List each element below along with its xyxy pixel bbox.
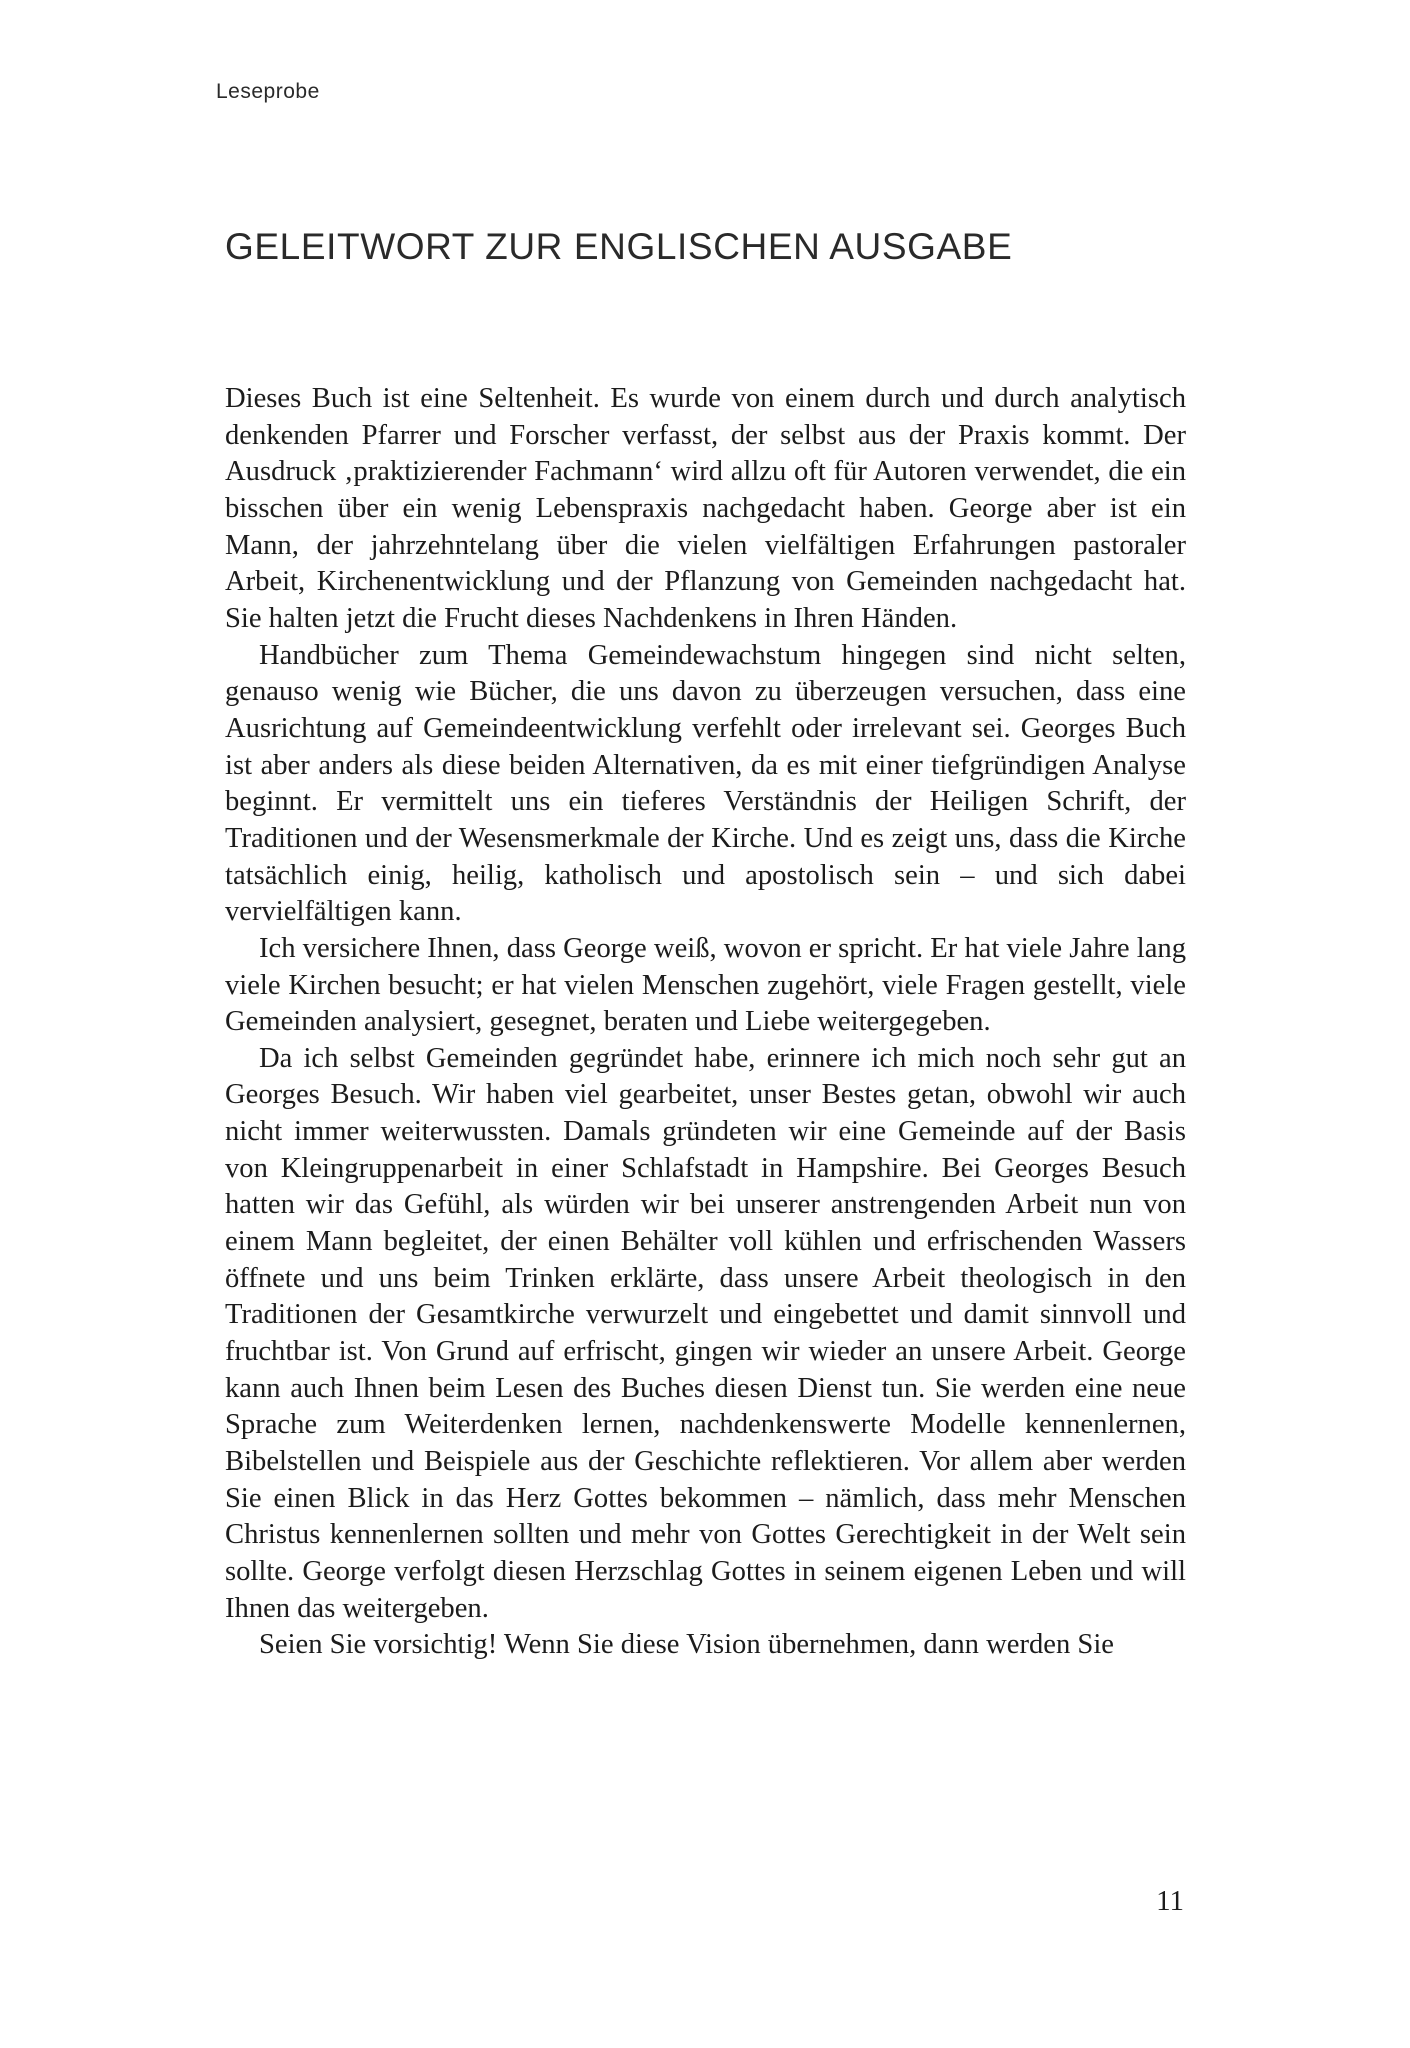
paragraph-2: Handbücher zum Thema Gemeindewachstum hingegen sind nicht selten, genauso wenig wie Bücher, die uns davon zu überzeugen versuchen, dass eine Ausrichtung auf Gemeindeentwicklung verfehlt oder irrelevant sei. Georges Buch ist aber anders als diese beiden Alternativen, da es mit einer tiefgründigen Analyse beginnt. Er vermittelt uns ein tieferes Verständnis der Heiligen Schrift, der Traditionen und der Wesensmerkmale der Kirche. Und es zeigt uns, dass die Kirche tatsächlich einig, heilig, katholisch und apostolisch sein – und sich dabei vervielfältigen kann. <box>225 639 1186 928</box>
paragraph-5: Seien Sie vorsichtig! Wenn Sie diese Vision übernehmen, dann werden Sie <box>259 1629 1114 1661</box>
running-header: Leseprobe <box>216 80 320 103</box>
paragraph-4: Da ich selbst Gemeinden gegründet habe, erinnere ich mich noch sehr gut an Georges Besuch. Wir haben viel gearbeitet, unser Bestes getan, obwohl wir auch nicht immer weiterwussten. Damals gründeten wir eine Gemeinde auf der Basis von Kleingruppenarbeit in einer Schlafstadt in Hampshire. Bei Georges Besuch hatten wir das Gefühl, als würden wir bei unserer anstrengenden Arbeit nun von einem Mann begleitet, der einen Behälter voll kühlen und erfrischenden Wassers öffnete und uns beim Trinken erklärte, dass unsere Arbeit theologisch in den Traditionen der Gesamtkirche verwurzelt und eingebettet und damit sinnvoll und fruchtbar ist. Von Grund auf erfrischt, gingen wir wieder an unsere Arbeit. George kann auch Ihnen beim Lesen des Buches diesen Dienst tun. Sie werden eine neue Sprache zum Weiterdenken lernen, nachdenkenswerte Modelle kennenlernen, Bibelstellen und Beispiele aus der Geschichte reflektieren. Vor allem aber werden Sie einen Blick in das Herz Gottes bekommen – nämlich, dass mehr Menschen Christus kennenlernen sollten und mehr von Gottes Gerechtigkeit in der Welt sein sollte. George verfolgt diesen Herzschlag Gottes in seinem eigenen Leben und will Ihnen das weitergeben. <box>225 1042 1186 1624</box>
page-number: 11 <box>1156 1885 1184 1917</box>
paragraph-1: Dieses Buch ist eine Seltenheit. Es wurde von einem durch und durch analytisch denkenden Pfarrer und Forscher verfasst, der selbst aus der Praxis kommt. Der Ausdruck ‚praktizierender Fachmann‘ wird allzu oft für Autoren verwendet, die ein bisschen über ein wenig Lebenspraxis nachgedacht haben. George aber ist ein Mann, der jahrzehntelang über die vielen vielfältigen Erfahrungen pastoraler Arbeit, Kirchenentwicklung und der Pflanzung von Gemeinden nachgedacht hat. Sie halten jetzt die Frucht dieses Nachdenkens in Ihren Händen. <box>225 383 1186 634</box>
body-text <box>225 381 1186 1664</box>
chapter-title: GELEITWORT ZUR ENGLISCHEN AUSGABE <box>225 226 1013 267</box>
paragraph-3: Ich versichere Ihnen, dass George weiß, wovon er spricht. Er hat viele Jahre lang viele Kirchen besucht; er hat vielen Menschen zugehört, viele Fragen gestellt, viele Gemeinden analysiert, gesegnet, beraten und Liebe weitergegeben. <box>225 932 1186 1038</box>
